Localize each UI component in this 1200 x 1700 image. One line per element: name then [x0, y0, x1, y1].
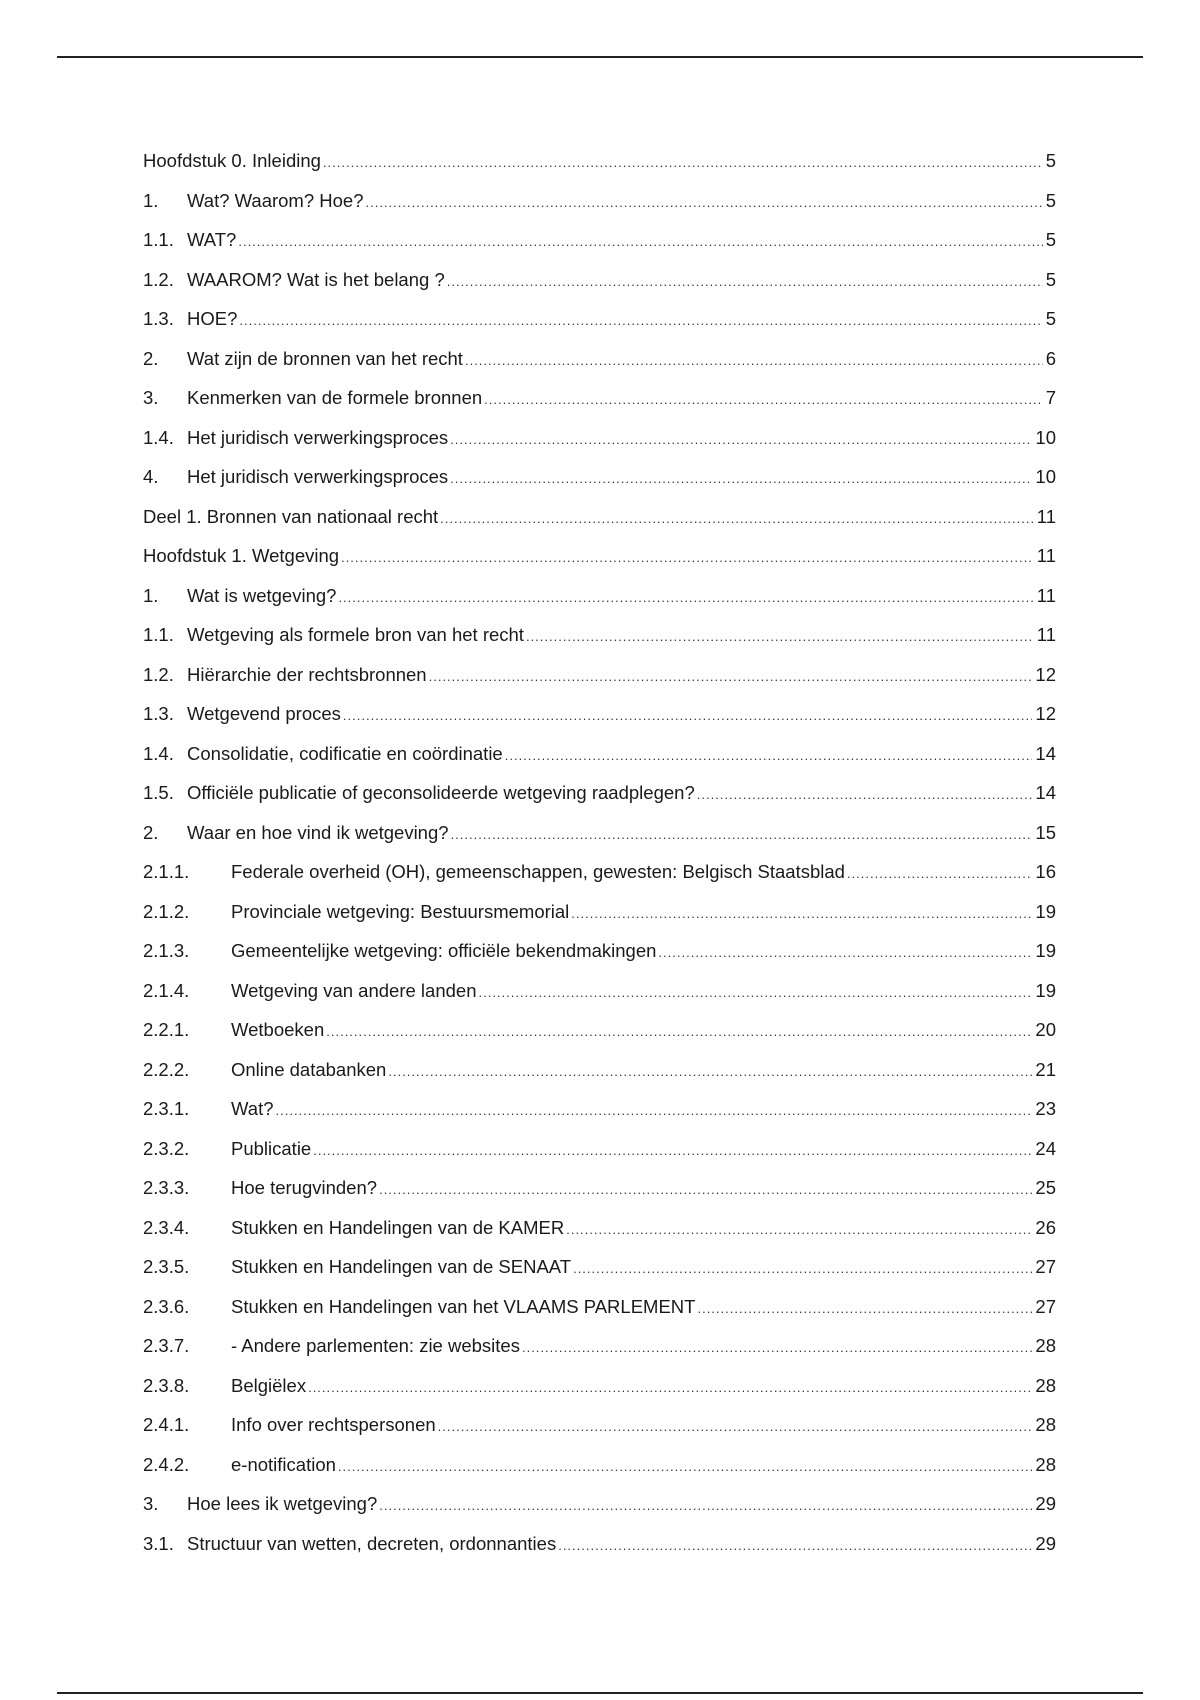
toc-entry-page-number: 11	[1036, 505, 1056, 527]
toc-entry-page-number: 28	[1035, 1414, 1056, 1435]
toc-entry-title: WAT?	[187, 229, 237, 250]
toc-entry-number: 2.3.6.	[143, 1295, 190, 1317]
toc-entry[interactable]	[143, 141, 1056, 181]
toc-entry[interactable]	[143, 655, 1056, 695]
toc-dot-leader	[429, 657, 1033, 697]
toc-entry-title: Publicatie	[231, 1137, 312, 1159]
toc-dot-leader	[341, 538, 1034, 578]
toc-entry-title: Stukken en Handelingen van de SENAAT	[231, 1256, 572, 1277]
toc-dot-leader	[697, 775, 1033, 815]
toc-dot-leader	[658, 933, 1032, 973]
toc-entry[interactable]	[143, 931, 1056, 971]
toc-entry-title: HOE?	[187, 308, 238, 329]
header-rule	[57, 56, 1143, 58]
toc-entry-number: 4.	[143, 466, 159, 487]
toc-entry-page-number: 21	[1035, 1058, 1056, 1080]
toc-entry-page-number: 29	[1035, 1493, 1056, 1514]
toc-entry-title: Provinciale wetgeving: Bestuursmemorial	[231, 900, 570, 922]
toc-entry-page-number: 11	[1036, 624, 1056, 645]
toc-entry[interactable]	[143, 971, 1056, 1011]
footer-rule	[57, 1692, 1143, 1694]
toc-entry[interactable]	[143, 1484, 1056, 1524]
toc-entry-page-number: 28	[1035, 1374, 1056, 1396]
toc-entry-number: 3.	[143, 387, 159, 408]
toc-entry[interactable]	[143, 1050, 1056, 1090]
toc-entry[interactable]	[143, 418, 1056, 458]
toc-dot-leader	[451, 815, 1033, 855]
toc-dot-leader	[238, 222, 1042, 262]
toc-entry-title: Stukken en Handelingen van de KAMER	[231, 1216, 565, 1238]
toc-entry-title: Deel 1. Bronnen van nationaal recht	[143, 505, 439, 527]
toc-entry-page-number: 28	[1035, 1335, 1056, 1356]
toc-entry-page-number: 27	[1035, 1295, 1056, 1317]
toc-entry-number: 2.3.7.	[143, 1335, 190, 1356]
toc-dot-leader	[379, 1170, 1032, 1210]
toc-dot-leader	[326, 1012, 1032, 1052]
toc-dot-leader	[465, 341, 1043, 381]
toc-entry[interactable]	[143, 1089, 1056, 1129]
toc-entry-title: Wat is wetgeving?	[187, 584, 337, 606]
toc-entry-title: Gemeentelijke wetgeving: officiële bekendmakingen	[231, 940, 657, 961]
toc-dot-leader	[388, 1052, 1032, 1092]
toc-entry-page-number: 19	[1035, 979, 1056, 1001]
toc-dot-leader	[450, 459, 1032, 499]
toc-entry-number: 2.	[143, 347, 159, 369]
toc-entry-number: 2.3.1.	[143, 1098, 190, 1119]
toc-entry-number: 2.4.2.	[143, 1453, 190, 1475]
toc-dot-leader	[571, 894, 1032, 934]
toc-entry-number: 2.2.1.	[143, 1019, 190, 1040]
toc-entry-title: Hoofdstuk 0. Inleiding	[143, 150, 321, 171]
toc-entry[interactable]	[143, 378, 1056, 418]
toc-entry-page-number: 10	[1035, 426, 1056, 448]
toc-dot-leader	[478, 973, 1032, 1013]
toc-entry-page-number: 16	[1035, 861, 1056, 882]
toc-entry[interactable]	[143, 694, 1056, 734]
toc-entry-title: Structuur van wetten, decreten, ordonnanties	[187, 1532, 557, 1554]
toc-entry-number: 1.4.	[143, 742, 174, 764]
toc-dot-leader	[484, 380, 1043, 420]
toc-entry-page-number: 5	[1045, 150, 1056, 171]
toc-dot-leader	[438, 1407, 1033, 1447]
toc-entry-number: 2.3.5.	[143, 1256, 190, 1277]
toc-entry-page-number: 5	[1045, 189, 1056, 211]
toc-entry-number: 2.1.2.	[143, 900, 190, 922]
toc-entry[interactable]	[143, 615, 1056, 655]
toc-entry-page-number: 19	[1035, 900, 1056, 922]
toc-entry-number: 1.	[143, 189, 159, 211]
toc-entry-number: 2.	[143, 821, 159, 843]
toc-entry-title: Federale overheid (OH), gemeenschappen, gewesten: Belgisch Staatsblad	[231, 861, 845, 882]
toc-entry-title: Hoofdstuk 1. Wetgeving	[143, 545, 340, 566]
toc-entry-page-number: 11	[1036, 545, 1056, 566]
toc-entry-number: 2.1.1.	[143, 861, 190, 882]
toc-entry-title: Wat?	[231, 1098, 274, 1119]
toc-dot-leader	[522, 1328, 1032, 1368]
toc-entry-title: Info over rechtspersonen	[231, 1414, 436, 1435]
toc-entry-page-number: 14	[1035, 742, 1056, 764]
toc-dot-leader	[558, 1526, 1032, 1566]
toc-entry-page-number: 5	[1045, 229, 1056, 250]
toc-entry-title: Wetgeving als formele bron van het recht	[187, 624, 524, 645]
toc-entry-page-number: 12	[1035, 703, 1056, 724]
toc-entry-number: 1.4.	[143, 426, 174, 448]
toc-dot-leader	[450, 420, 1032, 460]
toc-entry-number: 1.	[143, 584, 159, 606]
toc-entry-number: 2.2.2.	[143, 1058, 190, 1080]
toc-entry-number: 3.	[143, 1493, 159, 1514]
toc-entry[interactable]	[143, 852, 1056, 892]
toc-entry-page-number: 7	[1045, 387, 1056, 408]
toc-entry-title: Het juridisch verwerkingsproces	[187, 466, 449, 487]
toc-entry-page-number: 14	[1035, 782, 1056, 803]
toc-entry[interactable]	[143, 1405, 1056, 1445]
toc-entry-number: 1.2.	[143, 268, 174, 290]
toc-entry-number: 1.2.	[143, 663, 174, 685]
toc-entry-page-number: 6	[1045, 347, 1056, 369]
toc-entry-title: Het juridisch verwerkingsproces	[187, 426, 449, 448]
toc-entry-number: 1.1.	[143, 229, 174, 250]
toc-dot-leader	[526, 617, 1034, 657]
toc-entry[interactable]	[143, 260, 1056, 300]
toc-entry-title: Officiële publicatie of geconsolideerde wetgeving raadplegen?	[187, 782, 695, 803]
toc-dot-leader	[239, 301, 1042, 341]
toc-entry[interactable]	[143, 1168, 1056, 1208]
toc-entry[interactable]	[143, 1129, 1056, 1169]
toc-entry-number: 1.3.	[143, 308, 174, 329]
toc-entry-page-number: 15	[1035, 821, 1056, 843]
toc-entry-title: Wat zijn de bronnen van het recht	[187, 347, 463, 369]
toc-entry-title: Hiërarchie der rechtsbronnen	[187, 663, 427, 685]
toc-dot-leader	[505, 736, 1033, 776]
toc-dot-leader	[566, 1210, 1032, 1250]
toc-entry-number: 3.1.	[143, 1532, 174, 1554]
toc-entry[interactable]	[143, 1445, 1056, 1485]
toc-dot-leader	[323, 143, 1043, 183]
toc-entry-title: Wat? Waarom? Hoe?	[187, 189, 364, 211]
toc-dot-leader	[573, 1249, 1032, 1289]
toc-entry[interactable]	[143, 181, 1056, 221]
toc-entry-title: - Andere parlementen: zie websites	[231, 1335, 520, 1356]
toc-entry-number: 2.4.1.	[143, 1414, 190, 1435]
toc-entry[interactable]	[143, 734, 1056, 774]
toc-entry[interactable]	[143, 1326, 1056, 1366]
toc-dot-leader	[697, 1289, 1032, 1329]
toc-entry-number: 2.3.8.	[143, 1374, 190, 1396]
toc-dot-leader	[447, 262, 1043, 302]
toc-entry-page-number: 5	[1045, 308, 1056, 329]
toc-dot-leader	[440, 499, 1034, 539]
toc-entry[interactable]	[143, 299, 1056, 339]
toc-entry-number: 2.3.4.	[143, 1216, 190, 1238]
toc-dot-leader	[338, 1447, 1033, 1487]
toc-entry-title: WAAROM? Wat is het belang ?	[187, 268, 445, 290]
toc-entry[interactable]	[143, 339, 1056, 379]
toc-entry-page-number: 11	[1036, 584, 1056, 606]
toc-entry[interactable]	[143, 892, 1056, 932]
toc-dot-leader	[308, 1368, 1032, 1408]
toc-entry-title: Consolidatie, codificatie en coördinatie	[187, 742, 503, 764]
toc-entry-page-number: 5	[1045, 268, 1056, 290]
toc-entry[interactable]	[143, 1524, 1056, 1564]
toc-entry[interactable]	[143, 497, 1056, 537]
toc-entry-number: 1.3.	[143, 703, 174, 724]
toc-entry-number: 1.5.	[143, 782, 174, 803]
toc-entry-page-number: 23	[1035, 1098, 1056, 1119]
toc-entry-page-number: 25	[1035, 1177, 1056, 1198]
toc-entry-title: e-notification	[231, 1453, 336, 1475]
toc-entry-number: 1.1.	[143, 624, 174, 645]
toc-entry-title: Wetboeken	[231, 1019, 325, 1040]
toc-entry[interactable]	[143, 1208, 1056, 1248]
toc-dot-leader	[366, 183, 1043, 223]
toc-entry[interactable]	[143, 576, 1056, 616]
toc-entry[interactable]	[143, 457, 1056, 497]
toc-dot-leader	[343, 696, 1033, 736]
toc-entry-page-number: 26	[1035, 1216, 1056, 1238]
toc-entry-page-number: 12	[1035, 663, 1056, 685]
toc-entry-title: Kenmerken van de formele bronnen	[187, 387, 483, 408]
toc-dot-leader	[847, 854, 1032, 894]
table-of-contents	[143, 141, 1056, 1563]
toc-entry-page-number: 10	[1035, 466, 1056, 487]
toc-entry-title: Hoe terugvinden?	[231, 1177, 378, 1198]
toc-entry-title: Hoe lees ik wetgeving?	[187, 1493, 378, 1514]
toc-entry-title: Stukken en Handelingen van het VLAAMS PARLEMENT	[231, 1295, 696, 1317]
toc-entry[interactable]	[143, 1366, 1056, 1406]
toc-entry-title: Online databanken	[231, 1058, 387, 1080]
toc-entry-page-number: 27	[1035, 1256, 1056, 1277]
toc-entry[interactable]	[143, 1287, 1056, 1327]
toc-dot-leader	[313, 1131, 1032, 1171]
toc-entry-title: Waar en hoe vind ik wetgeving?	[187, 821, 449, 843]
toc-entry[interactable]	[143, 1010, 1056, 1050]
toc-entry[interactable]	[143, 813, 1056, 853]
toc-entry-title: Wetgeving van andere landen	[231, 979, 477, 1001]
toc-entry-number: 2.3.3.	[143, 1177, 190, 1198]
toc-entry-title: Wetgevend proces	[187, 703, 341, 724]
toc-entry[interactable]	[143, 220, 1056, 260]
toc-dot-leader	[338, 578, 1033, 618]
toc-entry-page-number: 20	[1035, 1019, 1056, 1040]
toc-entry-number: 2.1.3.	[143, 940, 190, 961]
toc-entry[interactable]	[143, 536, 1056, 576]
toc-entry-page-number: 19	[1035, 940, 1056, 961]
toc-entry[interactable]	[143, 1247, 1056, 1287]
toc-entry-page-number: 28	[1035, 1453, 1056, 1475]
toc-dot-leader	[379, 1486, 1032, 1526]
toc-entry-title: Belgiëlex	[231, 1374, 307, 1396]
toc-entry-number: 2.3.2.	[143, 1137, 190, 1159]
toc-entry-page-number: 24	[1035, 1137, 1056, 1159]
toc-entry[interactable]	[143, 773, 1056, 813]
toc-dot-leader	[276, 1091, 1033, 1131]
toc-entry-number: 2.1.4.	[143, 979, 190, 1001]
toc-entry-page-number: 29	[1035, 1532, 1056, 1554]
